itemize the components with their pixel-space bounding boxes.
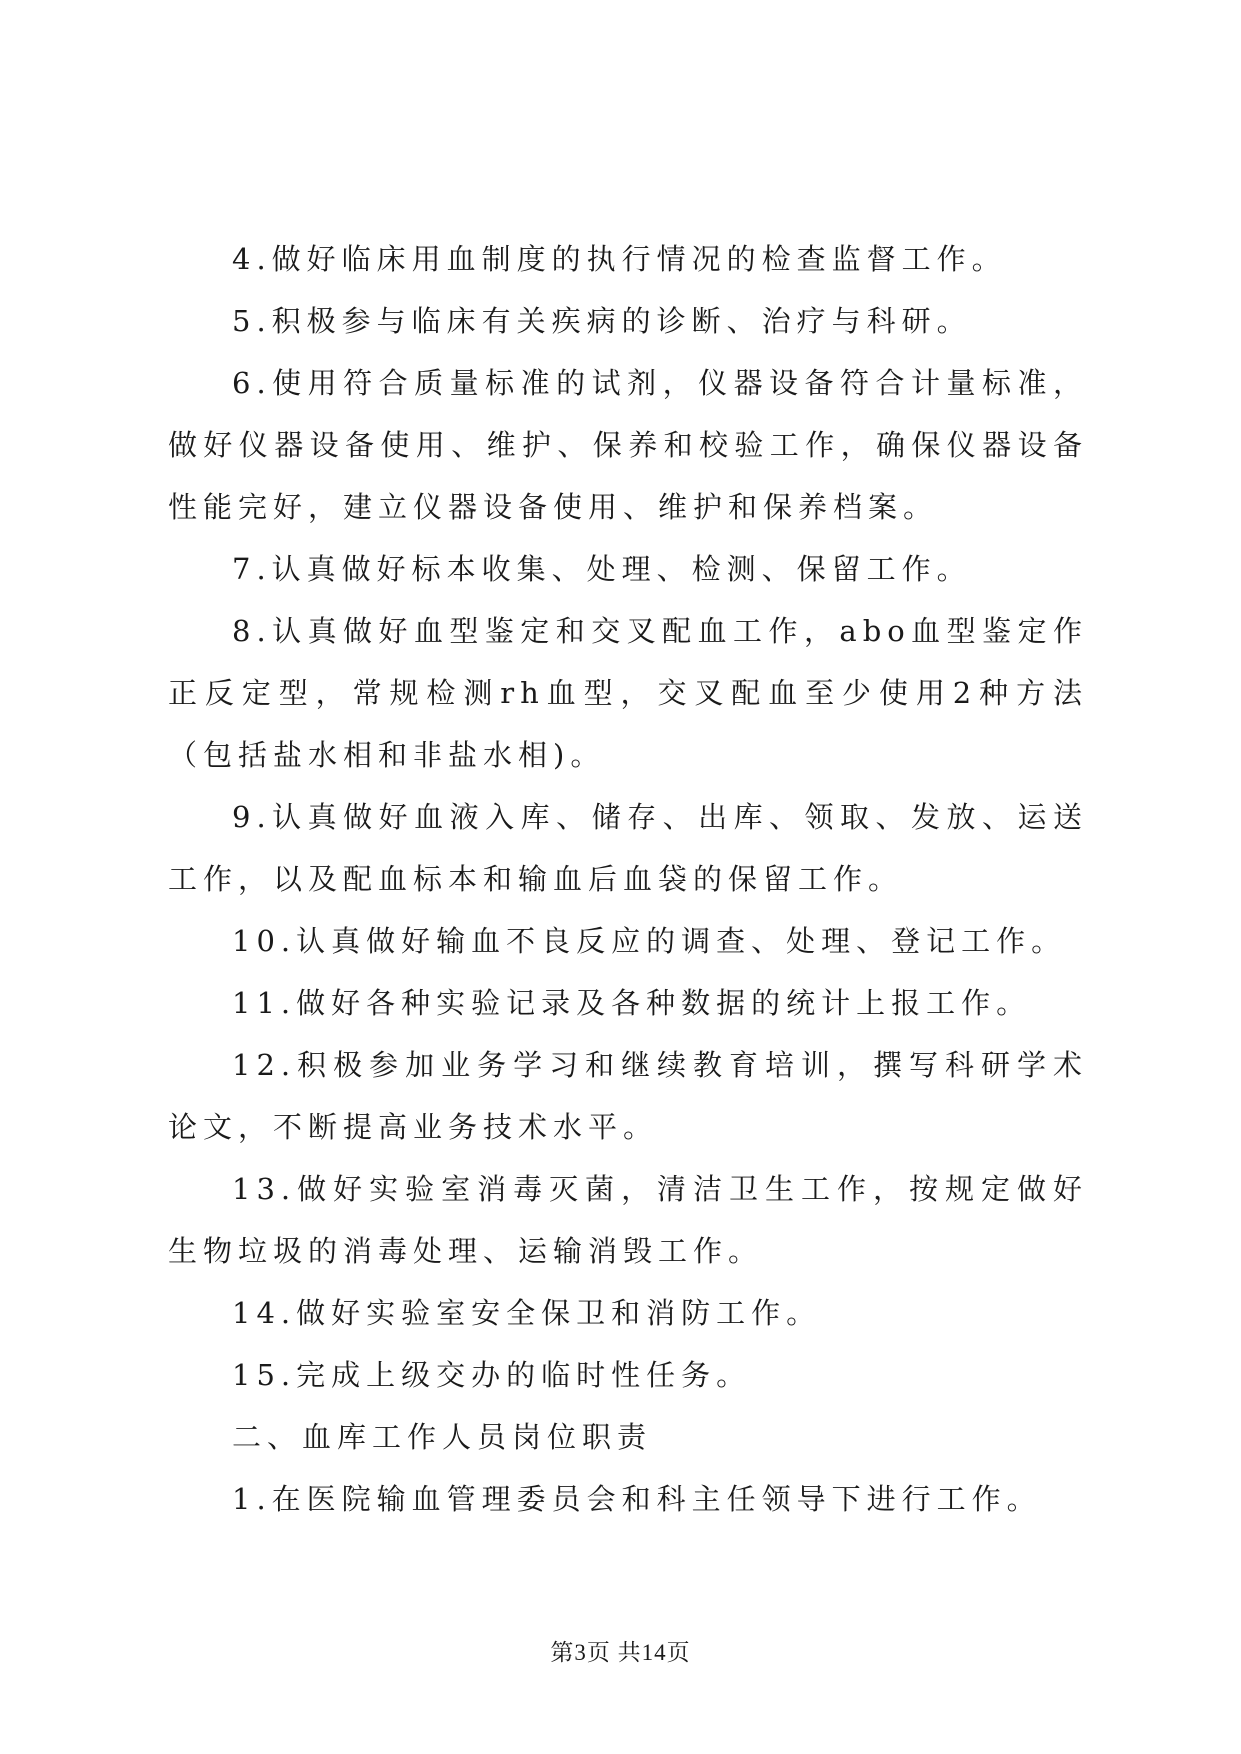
paragraph-item-1: 1.在医院输血管理委员会和科主任领导下进行工作。: [232, 1482, 1042, 1516]
paragraph-item-9: 9.认真做好血液入库、储存、出库、领取、发放、运送工作，以及配血标本和输血后血袋的保留工作。: [168, 800, 1088, 896]
paragraph-item-13: 13.做好实验室消毒灭菌，清洁卫生工作，按规定做好生物垃圾的消毒处理、运输消毁工作。: [168, 1172, 1088, 1268]
paragraph-item-5: 5.积极参与临床有关疾病的诊断、治疗与科研。: [232, 304, 972, 338]
paragraph-item-4: 4.做好临床用血制度的执行情况的检查监督工作。: [232, 242, 1007, 276]
section-heading: 二、血库工作人员岗位职责: [232, 1420, 653, 1454]
paragraph-item-8: 8.认真做好血型鉴定和交叉配血工作，abo血型鉴定作正反定型，常规检测rh血型，交叉配血至少使用2种方法（包括盐水相和非盐水相)。: [168, 614, 1088, 772]
document-body: [168, 228, 1088, 1530]
paragraph-item-10: 10.认真做好输血不良反应的调查、处理、登记工作。: [232, 924, 1067, 958]
paragraph-item-15: 15.完成上级交办的临时性任务。: [232, 1358, 752, 1392]
paragraph-item-6: 6.使用符合质量标准的试剂，仪器设备符合计量标准，做好仪器设备使用、维护、保养和校验工作，确保仪器设备性能完好，建立仪器设备使用、维护和保养档案。: [168, 366, 1088, 524]
paragraph-item-12: 12.积极参加业务学习和继续教育培训，撰写科研学术论文，不断提高业务技术水平。: [168, 1048, 1088, 1144]
paragraph-item-11: 11.做好各种实验记录及各种数据的统计上报工作。: [232, 986, 1032, 1020]
page-number-footer: 第3页 共14页: [550, 1640, 691, 1665]
paragraph-item-14: 14.做好实验室安全保卫和消防工作。: [232, 1296, 822, 1330]
paragraph-item-7: 7.认真做好标本收集、处理、检测、保留工作。: [232, 552, 972, 586]
